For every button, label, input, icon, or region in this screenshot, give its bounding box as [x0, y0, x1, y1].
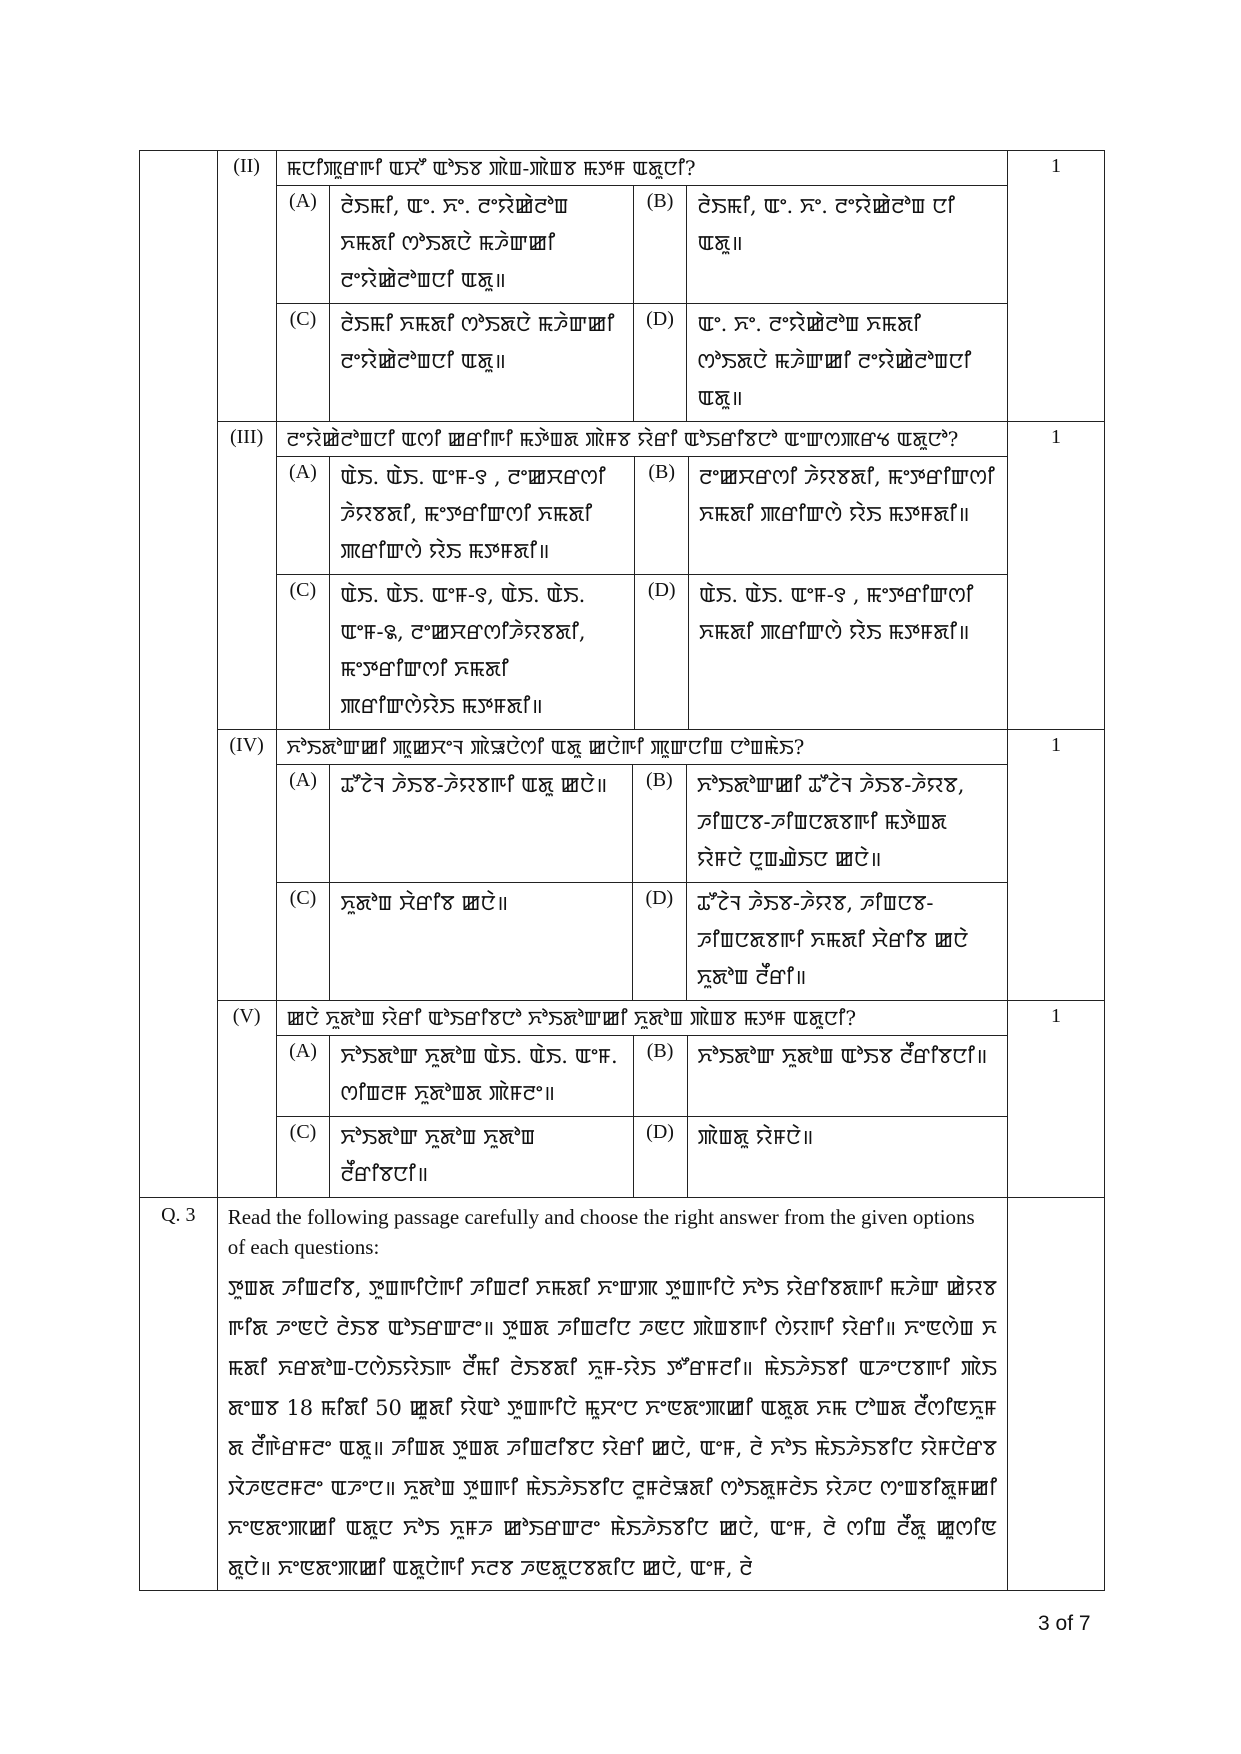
option-text: ꯊꯧꯖꯥꯜ ꯍꯥꯏꯕ-ꯍꯥꯌꯕꯒꯤ ꯑꯗꯨ ꯀꯅꯥ॥ — [330, 765, 632, 883]
question-stem: ꯂꯦꯌꯥꯀꯥꯂꯣꯡꯅꯤ ꯑꯁꯤ ꯀꯔꯤꯒꯤ ꯃꯇꯥꯡꯗ ꯄꯥꯝꯕ ꯌꯥꯔꯤ ꯑꯣꯏꯔꯤꯕꯅꯣ ꯑꯦꯛꯁꯄꯔꯠ ꯑꯗꯨꯅꯣ? — [276, 422, 1007, 457]
question-stem-row — [140, 151, 1105, 186]
option-pair-row — [277, 457, 1007, 575]
option-text: ꯂꯥꯏꯃꯤ, ꯑꯦ. ꯈꯦ. ꯂꯦꯌꯥꯀꯥꯂꯣꯡ ꯈꯃꯗꯤ ꯁꯣꯏꯗꯅꯥ ꯃꯍꯥꯛꯀꯤ ꯂꯦꯌꯥꯀꯥꯂꯣꯡꯅꯤ ꯑꯗꯨ॥ — [330, 186, 633, 304]
option-label: (D) — [632, 883, 686, 1001]
option-label: (C) — [277, 575, 330, 730]
option-text: ꯈꯣꯏꯗꯣꯛ ꯈꯨꯗꯣꯡ ꯑꯥꯏ. ꯑꯥꯏ. ꯑꯦꯝ. ꯁꯤꯡꯂꯝ ꯈꯨꯗꯣꯡꯗ ꯄꯥꯝꯂꯦ॥ — [330, 1036, 633, 1117]
option-text: ꯑꯥꯏ. ꯑꯥꯏ. ꯑꯦꯝ-꯱, ꯑꯥꯏ. ꯑꯥꯏ. ꯑꯦꯝ-꯲, ꯂꯦꯀꯆꯔꯁꯤꯍꯥꯌꯕꯗꯤ, ꯃꯦꯇꯔꯤꯛꯁꯤ ꯈꯃꯗꯤ ꯄꯔꯤꯛꯁꯥꯌꯥꯏ ꯃꯇꯝꯗꯤ॥ — [330, 575, 635, 730]
options-table — [277, 765, 1007, 1000]
marks: 1 — [1007, 1001, 1104, 1198]
question-stem: ꯈꯣꯏꯗꯣꯛꯀꯤ ꯄꯨꯀꯆꯦꯜ ꯄꯥꯎꯅꯥꯁꯤ ꯑꯗꯨ ꯀꯅꯥꯒꯤ ꯄꯨꯛꯅꯤꯡ ꯅꯣꯡꯃꯥꯏ? — [276, 730, 1007, 765]
option-label: (C) — [277, 883, 330, 1001]
option-pair-row — [277, 186, 1007, 304]
sub-question-number: (II) — [217, 151, 276, 422]
question-stem: ꯃꯅꯤꯄꯨꯔꯒꯤ ꯑꯆꯧ ꯑꯣꯏꯕ ꯄꯥꯡ-ꯄꯥꯡꯕ ꯃꯇꯝ ꯑꯗꯨꯅꯤ? — [276, 151, 1007, 186]
question-stem: ꯀꯅꯥ ꯈꯨꯗꯣꯡ ꯌꯥꯔꯤ ꯑꯣꯏꯔꯤꯕꯅꯣ ꯈꯣꯏꯗꯣꯛꯀꯤ ꯈꯨꯗꯣꯡ ꯄꯥꯡꯕ ꯃꯇꯝ ꯑꯗꯨꯅꯤ? — [276, 1001, 1007, 1036]
sub-question-number: (IV) — [217, 730, 276, 1001]
options-cell — [276, 765, 1007, 1001]
options-table — [277, 457, 1007, 729]
question-stem-row — [140, 730, 1105, 765]
option-pair-row — [277, 1036, 1007, 1117]
option-pair-row — [277, 575, 1007, 730]
option-pair-row — [277, 765, 1007, 883]
options-table — [277, 1036, 1007, 1197]
option-text: ꯂꯥꯏꯃꯤ, ꯑꯦ. ꯈꯦ. ꯂꯦꯌꯥꯀꯥꯂꯣꯡ ꯅꯤ ꯑꯗꯨ॥ — [687, 186, 1007, 304]
option-text: ꯂꯦꯀꯆꯔꯁꯤ ꯍꯥꯌꯕꯗꯤ, ꯃꯦꯇꯔꯤꯛꯁꯤ ꯈꯃꯗꯤ ꯄꯔꯤꯛꯁꯥ ꯌꯥꯏ ꯃꯇꯝꯗꯤ॥ — [689, 457, 1007, 575]
q3-passage: ꯇꯨꯡꯗ ꯍꯤꯡꯂꯤꯕ, ꯇꯨꯡꯒꯤꯅꯥꯒꯤ ꯍꯤꯡꯂꯤ ꯈꯃꯗꯤ ꯈꯦꯛꯄ ꯇꯨꯡꯒꯤꯅꯥ ꯈꯣꯏ ꯌꯥꯔꯤꯕꯗꯒꯤ ꯃꯍꯥꯛ ꯀꯥꯌꯕꯒꯤꯗ ꯍꯦꯟꯅꯥ ꯂꯥꯏꯕ ꯑꯣꯏꯔꯛꯂꯦ॥ ꯇꯨꯡꯗ ꯍꯤꯡꯂꯤꯅ ꯍꯟꯅ ꯄꯥꯡꯕꯒꯤ ꯁꯥꯌꯒꯤ ꯌꯥꯔꯤ॥ ꯈꯦꯟꯁꯥꯡ ꯈꯃꯗꯤ ꯈꯔꯗꯣꯡ-ꯅꯁꯥꯏꯌꯥꯏꯒ ꯂꯩꯃꯤ ꯂꯥꯏꯕꯗꯤ ꯈꯨꯝ-ꯌꯥꯏ ꯇꯧꯔꯝꯂꯤ॥ ꯃꯥꯏꯍꯥꯏꯕꯤ ꯑꯍꯦꯅꯕꯒꯤ ꯄꯥꯏꯗꯦꯡꯕ 18 ꯃꯤꯗꯤ 50 ꯀꯨꯗꯤ ꯌꯥꯑꯣ ꯇꯨꯡꯒꯤꯅꯥ ꯃꯨꯆꯦꯅ ꯈꯦꯟꯗꯦꯄꯀꯤ ꯑꯗꯨꯗ ꯈꯃ ꯅꯣꯡꯗ ꯂꯩꯁꯤꯟꯈꯨꯝꯗ ꯂꯩꯒꯥꯔꯝꯂꯦ ꯑꯗꯨ॥ ꯍꯤꯡꯗ ꯇꯨꯡꯗ ꯍꯤꯡꯂꯤꯕꯅ ꯌꯥꯔꯤ ꯀꯅꯥ, ꯑꯦꯝ, ꯂꯥ ꯈꯣꯏ ꯃꯥꯏꯍꯥꯏꯕꯤꯅ ꯌꯥꯝꯅꯥꯔꯕ ꯋꯥꯍꯟꯂꯝꯂꯦ ꯑꯍꯦꯅ॥ ꯈꯨꯗꯣꯡ ꯇꯨꯡꯒꯤ ꯃꯥꯏꯍꯥꯏꯕꯤꯅ ꯂꯨꯝꯂꯥꯎꯗꯤ ꯁꯣꯏꯗꯨꯝꯂꯥꯏ ꯌꯥꯍꯅ ꯁꯦꯡꯕꯤꯗꯨꯝꯀꯤ ꯈꯦꯟꯗꯦꯄꯀꯤ ꯑꯗꯨꯅ ꯈꯣꯏ ꯈꯨꯝꯍ ꯀꯣꯏꯔꯛꯂꯦ ꯃꯥꯏꯍꯥꯏꯕꯤꯅ ꯀꯅꯥ, ꯑꯦꯝ, ꯂꯥ ꯁꯤꯡ ꯂꯩꯗꯨ ꯀꯨꯁꯤꯟꯗꯨꯅꯥ॥ ꯈꯦꯟꯗꯦꯄꯀꯤ ꯑꯗꯨꯅꯥꯒꯤ ꯈꯂꯕ ꯍꯟꯗꯨꯅꯕꯗꯤꯅ ꯀꯅꯥ, ꯑꯦꯝ, ꯂꯥ — [227, 1276, 997, 1580]
option-label: (D) — [635, 575, 689, 730]
q3-body — [217, 1198, 1007, 1591]
option-text: ꯈꯣꯏꯗꯣꯛꯀꯤ ꯊꯧꯖꯥꯜ ꯍꯥꯏꯕ-ꯍꯥꯌꯕ, ꯍꯤꯡꯅꯕ-ꯍꯤꯡꯅꯗꯕꯒꯤ ꯃꯇꯥꯡꯗ ꯌꯥꯝꯅꯥ ꯅꯨꯡꯉꯥꯏꯅ ꯀꯅꯥ॥ — [686, 765, 1007, 883]
page-number: 3 of 7 — [1038, 1612, 1091, 1635]
question-stem-row — [140, 422, 1105, 457]
option-text: ꯑꯦ. ꯈꯦ. ꯂꯦꯌꯥꯀꯥꯂꯣꯡ ꯈꯃꯗꯤ ꯁꯣꯏꯗꯅꯥ ꯃꯍꯥꯛꯀꯤ ꯂꯦꯌꯥꯀꯥꯂꯣꯡꯅꯤ ꯑꯗꯨ॥ — [687, 304, 1007, 422]
marks: 1 — [1007, 730, 1104, 1001]
option-text: ꯈꯣꯏꯗꯣꯛ ꯈꯨꯗꯣꯡ ꯑꯣꯏꯕ ꯂꯩꯔꯤꯕꯅꯤ॥ — [687, 1036, 1007, 1117]
question-table — [139, 150, 1105, 1591]
q3-instruction: Read the following passage carefully and choose the right answer from the given options of each questions: — [227, 1205, 975, 1259]
option-label: (D) — [633, 304, 687, 422]
option-label: (D) — [633, 1117, 687, 1198]
options-cell — [276, 186, 1007, 422]
options-row — [140, 186, 1105, 422]
marks: 1 — [1007, 422, 1104, 730]
option-text: ꯊꯧꯖꯥꯜ ꯍꯥꯏꯕ-ꯍꯥꯌꯕ, ꯍꯤꯡꯅꯕ-ꯍꯤꯡꯅꯗꯕꯒꯤ ꯈꯃꯗꯤ ꯆꯥꯔꯤꯕ ꯀꯅꯥ ꯈꯨꯗꯣꯡ ꯂꯩꯔꯤ॥ — [686, 883, 1007, 1001]
option-label: (B) — [633, 1036, 687, 1117]
option-text: ꯑꯥꯏ. ꯑꯥꯏ. ꯑꯦꯝ-꯱ , ꯃꯦꯇꯔꯤꯛꯁꯤ ꯈꯃꯗꯤ ꯄꯔꯤꯛꯁꯥ ꯌꯥꯏ ꯃꯇꯝꯗꯤ॥ — [689, 575, 1007, 730]
option-pair-row — [277, 304, 1007, 422]
options-table — [277, 186, 1007, 421]
options-cell — [276, 1036, 1007, 1198]
sub-question-number: (V) — [217, 1001, 276, 1198]
options-row — [140, 457, 1105, 730]
option-label: (B) — [635, 457, 689, 575]
options-row — [140, 765, 1105, 1001]
options-row — [140, 1036, 1105, 1198]
q3-row — [140, 1198, 1105, 1591]
option-label: (C) — [277, 1117, 330, 1198]
option-label: (B) — [633, 186, 687, 304]
option-text: ꯑꯥꯏ. ꯑꯥꯏ. ꯑꯦꯝ-꯱ , ꯂꯦꯀꯆꯔꯁꯤ ꯍꯥꯌꯕꯗꯤ, ꯃꯦꯇꯔꯤꯛꯁꯤ ꯈꯃꯗꯤ ꯄꯔꯤꯛꯁꯥ ꯌꯥꯏ ꯃꯇꯝꯗꯤ॥ — [330, 457, 635, 575]
marks: 1 — [1007, 151, 1104, 422]
question-number-cell — [140, 151, 218, 1198]
options-cell — [276, 457, 1007, 730]
option-text: ꯈꯨꯗꯣꯡ ꯆꯥꯔꯤꯕ ꯀꯅꯥ॥ — [330, 883, 632, 1001]
option-label: (A) — [277, 186, 330, 304]
option-text: ꯈꯣꯏꯗꯣꯛ ꯈꯨꯗꯣꯡ ꯈꯨꯗꯣꯡ ꯂꯩꯔꯤꯕꯅꯤ॥ — [330, 1117, 633, 1198]
option-label: (A) — [277, 1036, 330, 1117]
option-text: ꯄꯥꯡꯗꯨ ꯌꯥꯝꯅꯥ॥ — [687, 1117, 1007, 1198]
option-label: (A) — [277, 457, 330, 575]
option-label: (C) — [277, 304, 330, 422]
option-label: (A) — [277, 765, 330, 883]
q3-marks — [1007, 1198, 1104, 1591]
option-label: (B) — [632, 765, 686, 883]
option-pair-row — [277, 1117, 1007, 1198]
option-text: ꯂꯥꯏꯃꯤ ꯈꯃꯗꯤ ꯁꯣꯏꯗꯅꯥ ꯃꯍꯥꯛꯀꯤ ꯂꯦꯌꯥꯀꯥꯂꯣꯡꯅꯤ ꯑꯗꯨ॥ — [330, 304, 633, 422]
question-stem-row — [140, 1001, 1105, 1036]
option-pair-row — [277, 883, 1007, 1001]
sub-question-number: (III) — [217, 422, 276, 730]
q3-number: Q. 3 — [140, 1198, 218, 1591]
